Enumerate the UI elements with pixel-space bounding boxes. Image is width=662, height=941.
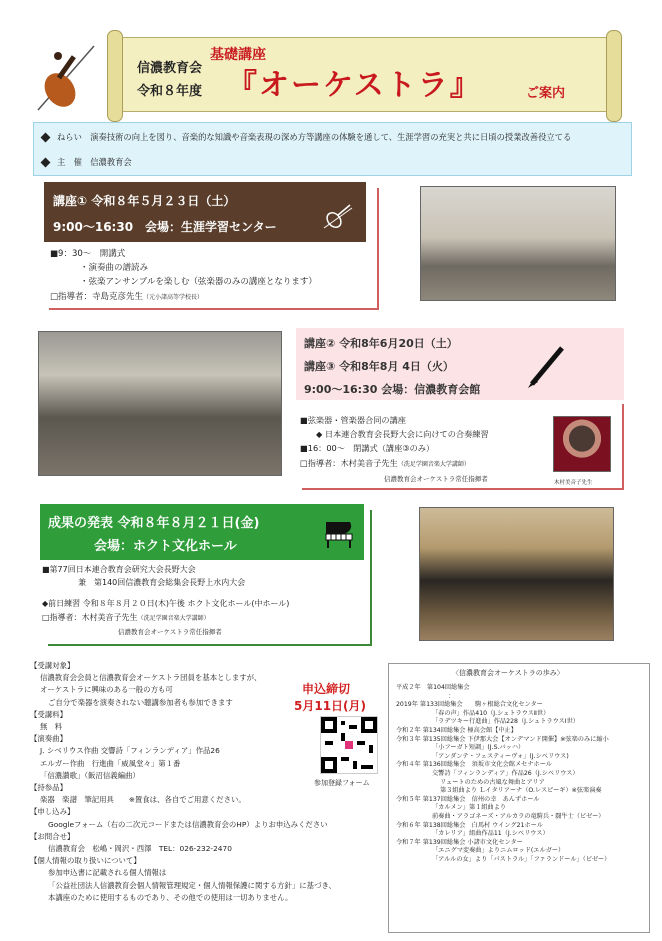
history-title: 〈信濃教育会オーケストラの歩み〉: [452, 669, 564, 677]
piano-icon: [322, 518, 356, 550]
lecture1-item: ・演奏曲の譜読み: [80, 263, 149, 273]
history-row: 第３組曲より Ｌイタリアーナ（O.レスピーギ）※弦楽演奏: [440, 787, 602, 795]
qr-caption: 参加登録フォーム: [314, 779, 370, 787]
lecture1-time: 9:00～16:30 会場：生涯学習センター: [53, 220, 277, 234]
concert-item: 兼 第140回信濃教育会総集会長野上水内大会: [78, 578, 246, 587]
portrait-caption: 木村美音子先生: [554, 480, 593, 486]
info-heading: 【受講料】: [30, 709, 67, 719]
info-section: [30, 660, 336, 904]
info-text: 「信濃讃歌」（飯沼信義編曲）: [40, 770, 140, 780]
lecture23-item: ■16：00～ 閉講式（講座③のみ）: [300, 443, 435, 453]
sponsor-text: 信濃教育会: [90, 157, 132, 167]
lecture1-item: ■9：30～ 開講式: [50, 249, 126, 259]
history-row: リュートのための古風な舞曲とアリア: [440, 778, 545, 786]
aim-row: [42, 131, 571, 143]
history-row: 交響詩「フィンランディア」作品26（J.シベリウス）: [432, 769, 579, 777]
rehearsal-photo-2: [38, 331, 282, 476]
sponsor-label: 主 催: [57, 157, 82, 167]
lecture23-time: 9:00～16:30 会場：信濃教育会館: [304, 383, 481, 396]
instructor-note: （洗足学園音楽大学講師）: [137, 615, 210, 622]
deadline-label: 申込締切: [302, 682, 351, 696]
info-text: 無 料: [40, 722, 63, 732]
lecture3-date: 講座③ 令和8年8月 4日（火）: [304, 360, 454, 373]
history-list: [396, 684, 610, 864]
instructor-role: 信濃教育会オーケストラ常任指揮者: [118, 628, 222, 636]
instructor-note: （元小諸高等学校長）: [143, 294, 204, 301]
diamond-icon: [41, 158, 51, 168]
history-row: 「アルルの女」より「パストラル」「ファランドール」（ビゼー）: [432, 855, 611, 863]
page-title: 『オーケストラ』: [227, 68, 482, 103]
info-text: ご自分で楽器を演奏されない聴講参加者も参加できます: [48, 697, 233, 707]
concert-header: [40, 504, 364, 560]
history-row: ：: [448, 692, 455, 700]
history-row: 「カルメン」第１組曲より: [432, 804, 507, 812]
info-text: 楽器 楽譜 筆記用具 ※置食は、各自でご用意ください。: [40, 795, 246, 805]
lecture23-item: ◆ 日本連合教育会長野大会に向けての合奏練習: [316, 429, 489, 439]
history-row: 令和７年 第139回総集会 小諸市文化センター: [396, 838, 523, 846]
rehearsal-photo-1: [420, 186, 616, 301]
lecture1-title: 講座① 令和８年５月２３日（土）: [53, 194, 236, 208]
instructor-note: （洗足学園音楽大学講師）: [397, 461, 470, 468]
course-type: 基礎講座: [210, 47, 266, 63]
history-row: 「アンダンテ・フェスティーヴォ」(J.シベリウス): [432, 752, 569, 760]
info-heading: 【個人情報の取り扱いについて】: [30, 856, 141, 866]
violin-icon: [322, 202, 354, 230]
history-row: 「春の声」作品410（J.シュトラウスⅡ世）: [432, 709, 550, 717]
concert-photo: [419, 507, 614, 641]
clarinet-icon: [524, 342, 568, 390]
info-text: 本講座のために使用するものであり、その他での使用は一切ありません。: [48, 892, 293, 902]
concert-item: ◆前日練習 令和８年８月２０日(木)午後 ホクト文化ホール(中ホール): [42, 599, 290, 608]
info-heading: 【お問合せ】: [30, 831, 75, 841]
info-heading: 【持参品】: [30, 783, 67, 793]
history-row: 令和６年 第138回総集会 白馬村 ウイング21ホール: [396, 821, 543, 829]
instructor-name: □指導者：木村美音子先生: [42, 613, 138, 622]
fiscal-year: 令和８年度: [137, 84, 203, 99]
lecture1-instructor: [50, 291, 203, 305]
info-text: 「公益社団法人信濃教育会個人情報管理規定・個人情報保護に関する方針」に基づき、: [48, 880, 336, 890]
concert-instructor: [42, 611, 210, 626]
lecture1-item: ・弦楽アンサンブルを楽しむ（弦楽器のみの講座となります）: [80, 277, 317, 287]
deadline-date: 5月11日(月): [294, 699, 367, 713]
history-row: 前奏曲・アラゴネーズ・アルカラの竜騎兵・闘牛士（ビゼー）: [432, 812, 605, 820]
org-name: 信濃教育会: [137, 61, 203, 76]
aim-box: [33, 122, 632, 176]
lecture1-header: [44, 182, 366, 242]
concert-title: 成果の発表 令和８年８月２１日(金): [48, 516, 260, 531]
history-row: 「ラデツキー行進曲」作品228（J.シュトラウスⅠ世）: [432, 718, 579, 726]
diamond-icon: [41, 133, 51, 143]
info-text: 信濃教育会会員と信濃教育会オーケストラ団員を基本としますが、: [40, 673, 262, 683]
aim-label: ねらい: [57, 132, 82, 142]
info-text: J. シベリウス作曲 交響詩「フィンランディア」作品26: [40, 746, 220, 756]
info-text: 信濃教育会 松嶋・岡沢・西澤 TEL：026-232-2470: [48, 844, 232, 854]
lecture23-item: ■弦楽器・管楽器合同の講座: [300, 415, 406, 425]
history-row: 令和４年 第136回総集会 須坂市文化会館メセナホール: [396, 761, 552, 769]
instructor-name: □指導者：木村美音子先生: [300, 458, 398, 468]
info-heading: 【受講対象】: [30, 661, 75, 670]
instructor-name: □指導者：寺島克彦先生: [50, 292, 144, 302]
info-heading: 【申し込み】: [30, 807, 75, 817]
history-row: 「小フーガト短調」(J.S.バッハ）: [432, 744, 525, 752]
history-row: 「カレリア」組曲作品11（J.シベリウス）: [432, 830, 549, 838]
qr-code[interactable]: [320, 716, 378, 774]
history-row: 2019年 第133回総集会 駒ヶ根総合文化センター: [396, 701, 543, 709]
lecture23-title: [304, 335, 480, 397]
info-text: オーケストラに興味のある一般の方も可: [40, 685, 173, 695]
info-heading: 【演奏曲】: [30, 734, 67, 744]
instructor-role: 信濃教育会オーケストラ常任指揮者: [384, 475, 488, 483]
history-row: 令和５年 第137回総集会 信州の幸 あんずホール: [396, 795, 540, 803]
info-text: エルガー作曲 行進曲「威風堂々」第１番: [40, 758, 181, 768]
title-suffix: ご案内: [526, 86, 566, 101]
instructor-portrait: [553, 416, 611, 472]
violin-illustration: [28, 40, 100, 115]
history-row: 令和３年 第135回総集会 下伊那大会【オンデマンド開催】※弦楽のみに縮小: [396, 735, 609, 743]
history-row: 「エニグマ変奏曲」よりニムロッド(エルガー）: [432, 847, 565, 855]
lecture2-date: 講座② 令和8年6月20日（土）: [304, 337, 458, 350]
info-text: Googleフォーム（右の二次元コードまたは信濃教育会のHP）よりお申込みください: [48, 819, 328, 829]
lecture23-instructor: [300, 457, 470, 472]
history-row: 平成２年 第104回総集会: [396, 684, 470, 691]
concert-item: ■第77回日本連合教育会研究大会長野大会: [42, 565, 196, 574]
sponsor-row: [42, 156, 132, 168]
info-text: 参加申込書に記載される個人情報は: [48, 868, 167, 878]
concert-venue: 会場：ホクト文化ホール: [94, 539, 237, 554]
aim-text: 演奏技術の向上を図り、音楽的な知識や音楽表現の深め方等講座の体験を通して、生涯学習の充実と共に日頃の授業改善役立てる: [90, 132, 572, 142]
history-row: 令和２年 第134回総集会 極高会館【中止】: [396, 726, 517, 734]
